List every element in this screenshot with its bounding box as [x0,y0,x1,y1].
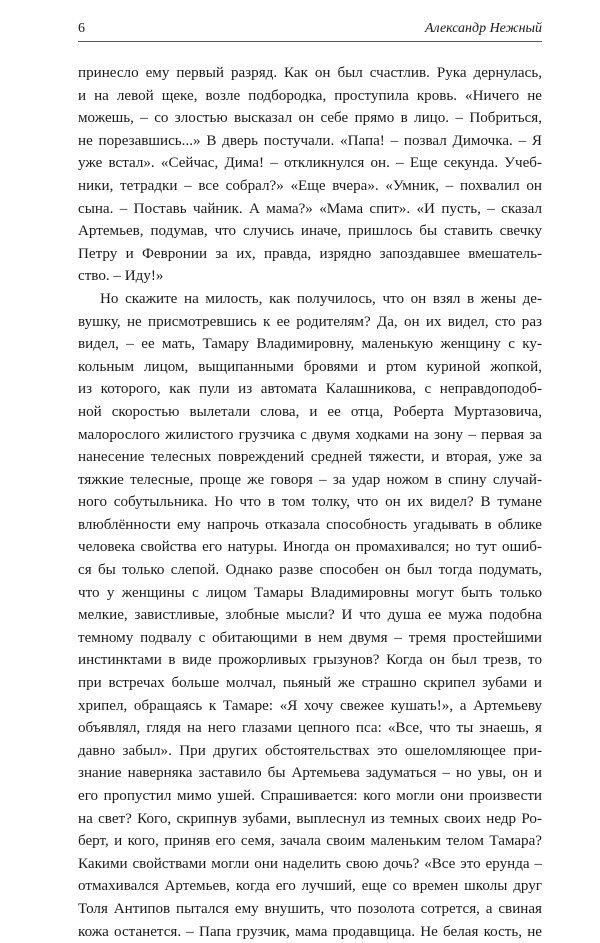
text-line: Какими свойствами могли они наделить свою дочь? «Все это ерунда – [78,855,542,872]
text-line: берт, и кого, приняв его семя, зачала своим маленьким телом Тамара? [78,833,542,850]
text-line: кольным лицом, выщипанными бровями и ртом куриной жопкой, [78,358,542,375]
body-text [78,62,542,943]
text-line: мелкие, завистливые, злобные мысли? И что душа ее мужа подобна [78,607,542,624]
text-line: нанесение телесных повреждений средней тяжести, и вторая, уже за [78,449,542,466]
text-line: тяжкие телесные, проще же говоря – за удар ножом в спину случай- [78,471,542,488]
text-line: темному подвалу с обитающими в нем двумя – тремя простейшими [78,629,542,646]
text-line: кожа останется. – Папа грузчик, мама продавщица. Не белая кость, не [78,923,542,940]
text-line: вушку, не присмотревшись к ее родителям? Да, он их видел, сто раз [78,313,542,330]
text-line: видел, – ее мать, Тамару Владимировну, маленькую женщину с ку- [78,336,542,353]
text-line: принесло ему первый разряд. Как он был счастлив. Рука дернулась, [78,65,542,81]
page-number: 6 [78,21,85,36]
text-line: из которого, как пули из автомата Калашникова, с неправдоподоб- [78,381,542,398]
text-line: Петру и Февронии за их, правда, изрядно запоздавшее вмешатель- [78,245,542,262]
paragraph-1 [78,62,542,288]
text-line: хрипел, обращаясь к Тамаре: «Я хочу свежее кушать!», а Артемьеву [78,697,542,714]
text-line: можешь, – со злостью высказал он себе прямо в лицо. – Побриться, [78,110,542,127]
text-line: человека свойства его натуры. Иногда он промахивался; но тут ошиб- [78,539,542,556]
text-line: не порезавшись...» В дверь постучали. «Папа! – позвал Димочка. – Я [78,132,542,149]
text-line: при встречах больше молчал, пьяный же страшно скрипел зубами и [78,675,542,692]
text-line: ся бы только слепой. Однако разве способен он был тогда подумать, [78,562,542,579]
text-line: уже встал». «Сейчас, Дима! – откликнулся он. – Еще секунда. Учеб- [78,155,542,172]
paragraph-2 [78,288,542,943]
text-line: что у женщины с лицом Тамары Владимировны могут быть только [78,584,542,601]
running-head-author: Александр Нежный [424,21,542,36]
text-line: инстинктами в виде прожорливых грызунов? Когда он был трезв, то [78,652,542,669]
page-header [78,20,542,42]
text-line: его пропустил мимо ушей. Спрашивается: кого могли они произвести [78,788,542,804]
text-line: Артемьев, подумав, что случись иначе, пришлось бы ставить свечку [78,223,542,240]
text-line: и на левой щеке, возле подбородка, проступила кровь. «Ничего не [78,87,542,104]
text-line: ного собутыльника. Но что в том толку, что он их видел? В тумане [78,494,542,511]
text-line: отмахивался Артемьев, когда его лучший, еще со времен школы друг [78,878,542,895]
text-line: ство. – Иду!» [78,268,164,285]
text-line: ной скоростью вылетали слова, и ее отца, Роберта Муртазовича, [78,403,542,420]
text-line: объявлял, глядя на него глазами цепного пса: «Все, что ты знаешь, я [78,720,542,737]
text-line: на свет? Кого, скрипнув зубами, выплеснул из темных своих недр Ро- [78,810,542,827]
text-line: влюблённости ему напрочь отказала способность угадывать в облике [78,516,542,533]
text-line: Но скажите на милость, как получилось, что он взял в жены де- [100,290,542,307]
text-line: давно забыл». При других обстоятельствах это ошеломляющее при- [78,742,542,759]
text-line: знание наверняка заставило бы Артемьева задуматься – но увы, он и [78,765,542,782]
text-line: Толя Антипов пытался ему внушить, что позолота сотрется, а свиная [78,900,542,917]
text-line: ники, тетрадки – все собрал?» «Еще вчера». «Умник, – похвалил он [78,177,542,194]
text-line: малорослого жилистого грузчика с двумя ходками на зону – первая за [78,426,542,443]
text-line: сына. – Поставь чайник. А мама?» «Мама спит». «И пусть, – сказал [78,200,542,217]
